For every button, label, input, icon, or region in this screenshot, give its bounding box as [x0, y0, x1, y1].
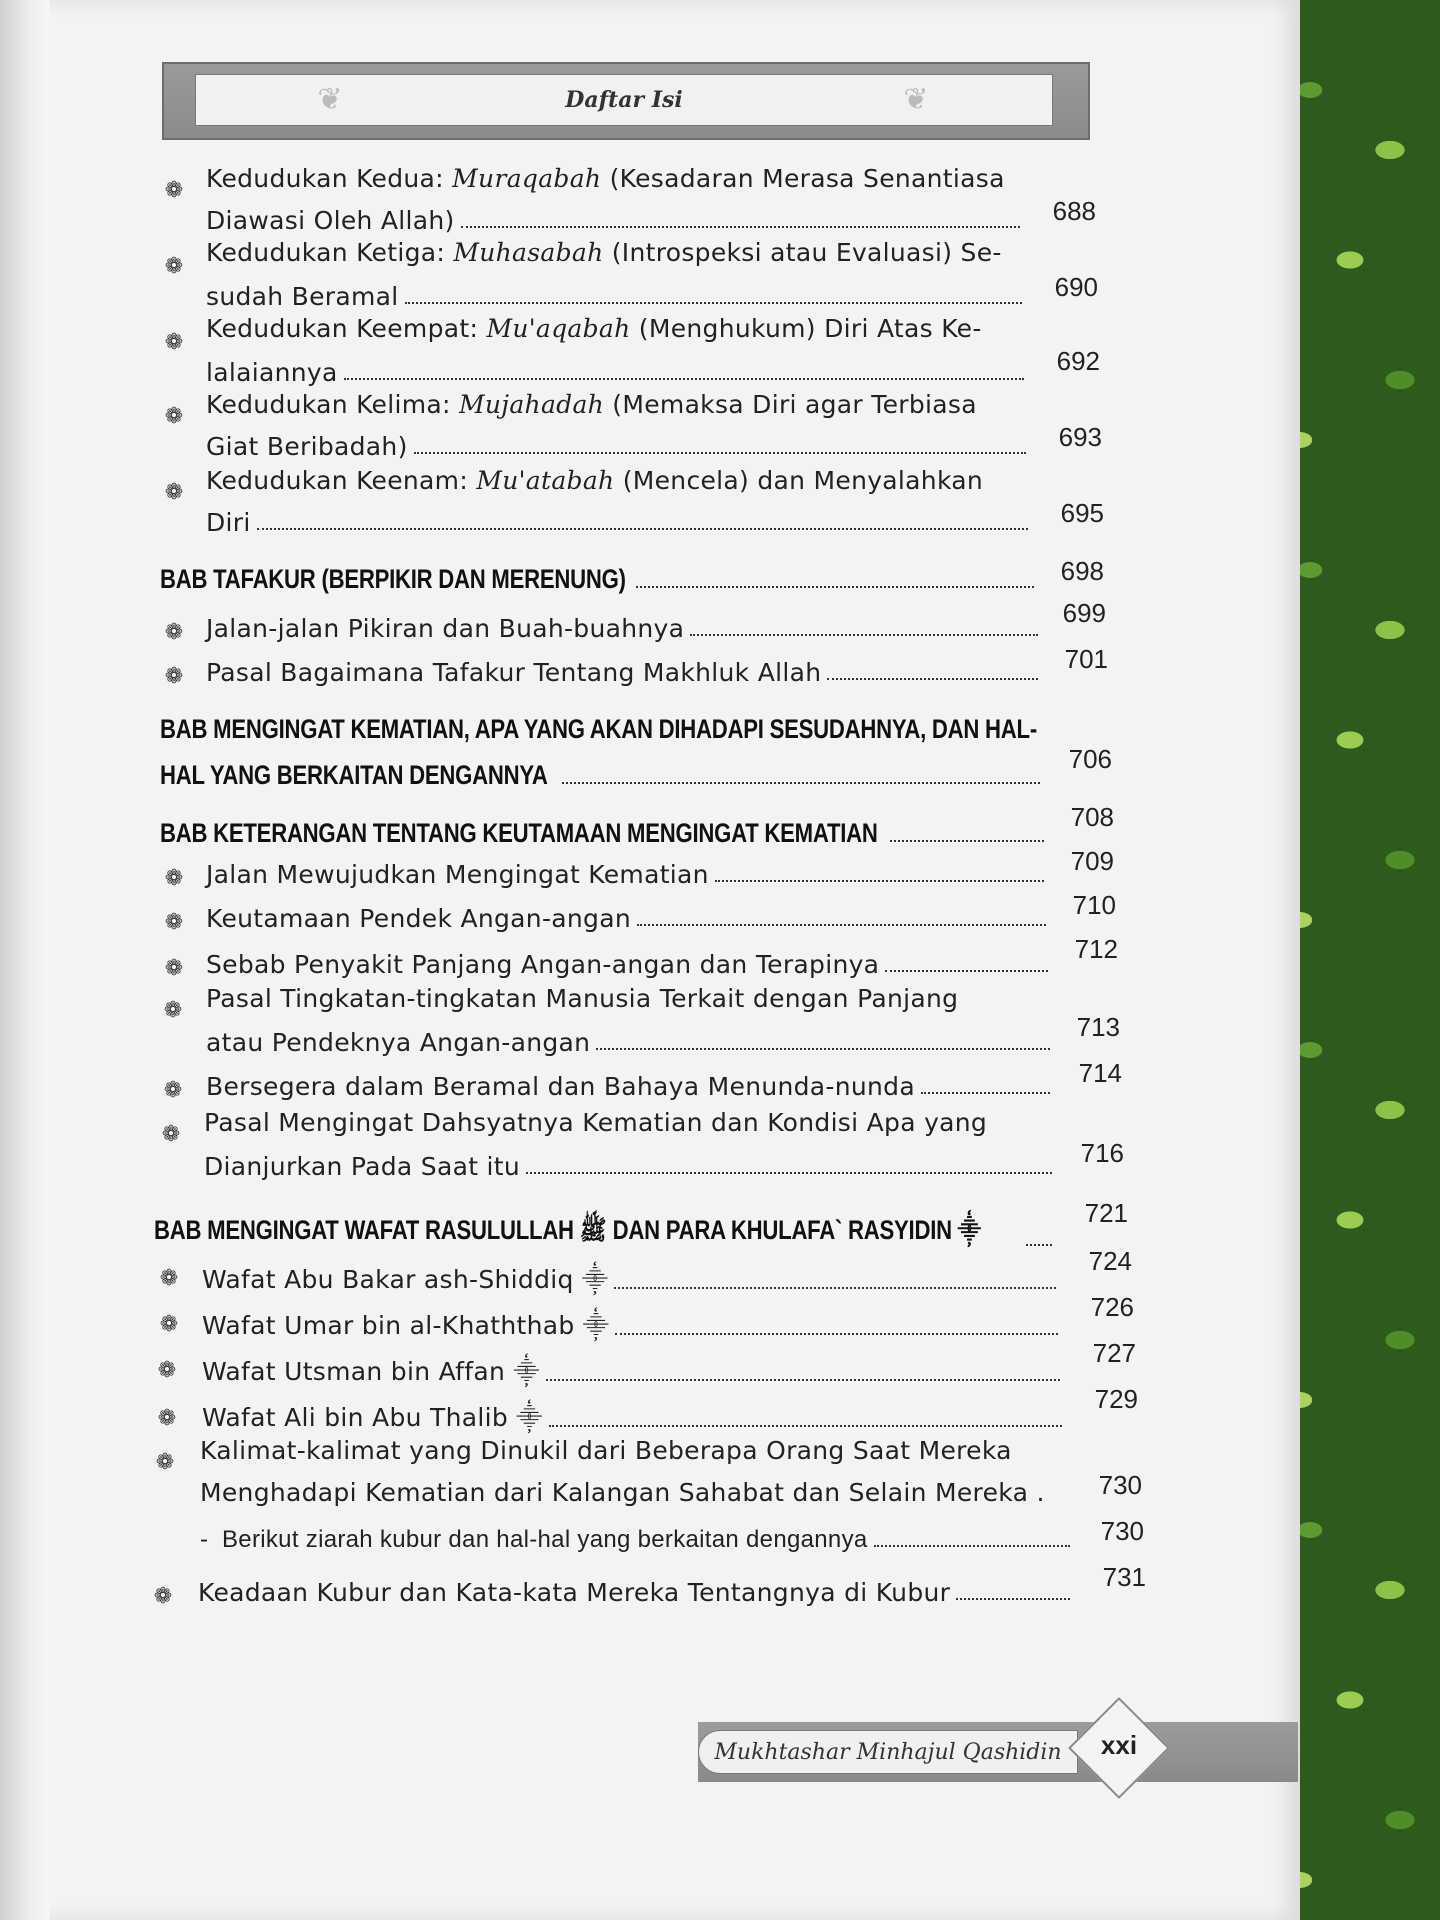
toc-entry-line1: Kedudukan Kedua: Muraqabah (Kesadaran Merasa Senantiasa — [206, 164, 1005, 193]
flower-bullet-icon: ❁ — [164, 178, 184, 203]
toc-entry[interactable]: Wafat Abu Bakar ash-Shiddiq ⸎ — [202, 1262, 1064, 1296]
dot-leader — [614, 1286, 1056, 1289]
page-number: 724 — [1088, 1246, 1132, 1276]
page-number: 690 — [1054, 272, 1098, 302]
dot-leader — [414, 451, 1026, 454]
toc-sub-entry[interactable]: - Berikut ziarah kubur dan hal-hal yang berkaitan dengannya — [200, 1526, 1078, 1554]
footer-book-title: Mukhtashar Minhajul Qashidin — [714, 1739, 1062, 1765]
dot-leader — [562, 781, 1040, 784]
flower-bullet-icon: ❁ — [164, 330, 184, 355]
toc-entry[interactable]: Diawasi Oleh Allah) — [206, 206, 1028, 235]
toc-entry[interactable]: lalaiannya — [206, 358, 1032, 387]
toc-entry[interactable]: Keutamaan Pendek Angan-angan — [206, 904, 1054, 933]
toc-entry[interactable]: Diri — [206, 508, 1036, 537]
toc-entry-line1: Pasal Tingkatan-tingkatan Manusia Terkait dengan Panjang — [206, 984, 959, 1013]
toc-entry[interactable]: Keadaan Kubur dan Kata-kata Mereka Tentangnya di Kubur — [198, 1578, 1078, 1607]
dot-leader — [546, 1378, 1060, 1381]
page-number: 730 — [1100, 1516, 1144, 1546]
page-number: 710 — [1072, 890, 1116, 920]
page-number: 729 — [1094, 1384, 1138, 1414]
flower-bullet-icon: ❁ — [163, 1078, 183, 1103]
dot-leader — [1026, 1243, 1052, 1246]
chapter-entry[interactable]: BAB KETERANGAN TENTANG KEUTAMAAN MENGINGAT KEMATIAN — [160, 818, 1052, 849]
flower-bullet-icon: ❁ — [164, 956, 184, 981]
toc-entry[interactable]: Pasal Bagaimana Tafakur Tentang Makhluk Allah — [206, 658, 1046, 687]
flower-bullet-icon: ❁ — [157, 1358, 177, 1383]
dot-leader — [690, 633, 1038, 636]
chapter-entry[interactable]: HAL YANG BERKAITAN DENGANNYA — [160, 760, 1048, 791]
page-number: 731 — [1102, 1562, 1146, 1592]
left-ornament-icon: ❦ — [317, 82, 343, 117]
page-number: 726 — [1090, 1292, 1134, 1322]
chapter-entry[interactable]: BAB MENGINGAT WAFAT RASULULLAH ﷺ DAN PARA KHULAFA` RASYIDIN ⸎ — [154, 1210, 1060, 1253]
page-number: 698 — [1060, 556, 1104, 586]
dot-leader — [526, 1171, 1052, 1174]
toc-entry[interactable]: Giat Beribadah) — [206, 432, 1034, 461]
toc-entry[interactable]: Bersegera dalam Beramal dan Bahaya Menunda-nunda — [206, 1072, 1058, 1101]
flower-bullet-icon: ❁ — [159, 1266, 179, 1291]
dot-leader — [257, 527, 1028, 530]
flower-bullet-icon: ❁ — [164, 404, 184, 429]
flower-bullet-icon: ❁ — [159, 1312, 179, 1337]
page-number: 721 — [1084, 1198, 1128, 1228]
chapter-entry[interactable]: BAB TAFAKUR (BERPIKIR DAN MERENUNG) — [160, 564, 1042, 595]
dot-leader — [874, 1544, 1070, 1547]
page-number: 714 — [1078, 1058, 1122, 1088]
dot-leader — [636, 585, 1034, 588]
toc-entry[interactable]: Menghadapi Kematian dari Kalangan Sahabat dan Selain Mereka . — [200, 1478, 1045, 1507]
toc-entry[interactable]: Wafat Utsman bin Affan ⸎ — [202, 1354, 1068, 1388]
dot-leader — [405, 301, 1023, 304]
dot-leader — [885, 969, 1048, 972]
page-number: 727 — [1092, 1338, 1136, 1368]
flower-bullet-icon: ❁ — [164, 480, 184, 505]
page-number: 712 — [1074, 934, 1118, 964]
toc-entry[interactable]: Wafat Umar bin al-Khaththab ⸎ — [202, 1308, 1066, 1342]
flower-bullet-icon: ❁ — [155, 1450, 175, 1475]
page-number: 701 — [1064, 644, 1108, 674]
flower-bullet-icon: ❁ — [153, 1584, 173, 1609]
flower-bullet-icon: ❁ — [164, 664, 184, 689]
dot-leader — [890, 839, 1044, 842]
page-number: 708 — [1070, 802, 1114, 832]
dot-leader — [549, 1424, 1062, 1427]
page-number: 730 — [1098, 1470, 1142, 1500]
right-ornament-icon: ❦ — [903, 82, 929, 117]
footer-box — [698, 1730, 1078, 1774]
flower-bullet-icon: ❁ — [163, 998, 183, 1023]
dot-leader — [344, 377, 1024, 380]
flower-bullet-icon: ❁ — [164, 254, 184, 279]
flower-bullet-icon: ❁ — [164, 620, 184, 645]
page-number: 693 — [1058, 422, 1102, 452]
toc-entry-line1: Kedudukan Ketiga: Muhasabah (Introspeksi atau Evaluasi) Se- — [206, 238, 1002, 267]
toc-entry[interactable]: Sebab Penyakit Panjang Angan-angan dan Terapinya — [206, 950, 1056, 979]
dot-leader — [596, 1047, 1050, 1050]
page-number: 692 — [1056, 346, 1100, 376]
dot-leader — [461, 225, 1020, 228]
dot-leader — [615, 1332, 1058, 1335]
toc-entry[interactable]: Dianjurkan Pada Saat itu — [204, 1152, 1060, 1181]
toc-entry-line1: Kedudukan Keempat: Mu'aqabah (Menghukum) Diri Atas Ke- — [206, 314, 982, 343]
flower-bullet-icon: ❁ — [157, 1406, 177, 1431]
page-number: 699 — [1062, 598, 1106, 628]
dot-leader — [921, 1091, 1050, 1094]
page-number: 706 — [1068, 744, 1112, 774]
page-number: 688 — [1052, 196, 1096, 226]
toc-entry[interactable]: Wafat Ali bin Abu Thalib ⸎ — [202, 1400, 1070, 1434]
toc-entry-line1: Kedudukan Keenam: Mu'atabah (Mencela) dan Menyalahkan — [206, 466, 984, 495]
flower-bullet-icon: ❁ — [164, 866, 184, 891]
toc-entry[interactable]: Jalan Mewujudkan Mengingat Kematian — [206, 860, 1052, 889]
chapter-entry-line1: BAB MENGINGAT KEMATIAN, APA YANG AKAN DIHADAPI SESUDAHNYA, DAN HAL- — [160, 714, 1037, 744]
toc-entry-line1: Kalimat-kalimat yang Dinukil dari Beberapa Orang Saat Mereka — [200, 1436, 1012, 1465]
toc-entry-line1: Pasal Mengingat Dahsyatnya Kematian dan Kondisi Apa yang — [204, 1108, 988, 1137]
toc-entry-line1: Kedudukan Kelima: Mujahadah (Memaksa Diri agar Terbiasa — [206, 390, 977, 419]
page-number: 695 — [1060, 498, 1104, 528]
header-title: Daftar Isi — [565, 87, 683, 113]
dot-leader — [637, 923, 1046, 926]
flower-bullet-icon: ❁ — [161, 1122, 181, 1147]
dot-leader — [956, 1597, 1070, 1600]
page-number: 716 — [1080, 1138, 1124, 1168]
toc-entry[interactable]: sudah Beramal — [206, 282, 1030, 311]
toc-entry[interactable]: Jalan-jalan Pikiran dan Buah-buahnya — [206, 614, 1046, 643]
page-number: 709 — [1070, 846, 1114, 876]
toc-entry[interactable]: atau Pendeknya Angan-angan — [206, 1028, 1058, 1057]
flower-bullet-icon: ❁ — [164, 910, 184, 935]
folio-page-number: xxi — [1100, 1730, 1138, 1760]
dot-leader — [715, 879, 1044, 882]
page-number: 713 — [1076, 1012, 1120, 1042]
dot-leader — [827, 677, 1038, 680]
